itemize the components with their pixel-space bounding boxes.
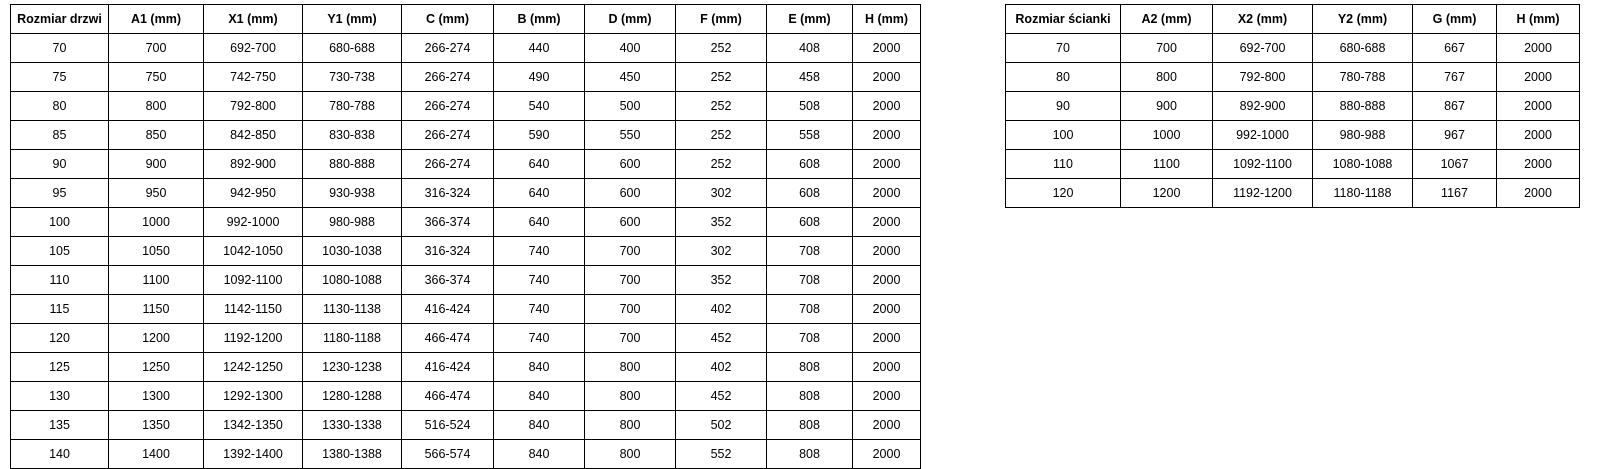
table-cell: 700 [109, 34, 204, 63]
table-cell: 880-888 [1313, 92, 1413, 121]
table-cell: 2000 [1497, 34, 1580, 63]
table-cell: 1180-1188 [1313, 179, 1413, 208]
table-cell: 1350 [109, 411, 204, 440]
table-row [11, 34, 921, 63]
table-cell: 540 [494, 92, 585, 121]
doors-table-body [11, 34, 921, 469]
table-cell: 930-938 [303, 179, 402, 208]
table-cell: 1080-1088 [1313, 150, 1413, 179]
table-row [11, 150, 921, 179]
table-cell: 2000 [853, 353, 921, 382]
table-cell: 508 [767, 92, 853, 121]
table-cell: 700 [585, 266, 676, 295]
table-cell: 808 [767, 382, 853, 411]
table-cell: 252 [676, 34, 767, 63]
table-cell: 590 [494, 121, 585, 150]
table-cell: 2000 [853, 150, 921, 179]
table-cell: 880-888 [303, 150, 402, 179]
table-cell: 490 [494, 63, 585, 92]
table-cell: 1067 [1413, 150, 1497, 179]
table-cell: 1300 [109, 382, 204, 411]
table-cell: 1100 [109, 266, 204, 295]
table-cell: 266-274 [402, 92, 494, 121]
table-cell: 408 [767, 34, 853, 63]
table-cell: 452 [676, 382, 767, 411]
column-header: Rozmiar ścianki [1006, 5, 1121, 34]
table-row [11, 295, 921, 324]
table-cell: 2000 [853, 295, 921, 324]
table-row [11, 324, 921, 353]
table-cell: 266-274 [402, 150, 494, 179]
table-cell: 1100 [1121, 150, 1213, 179]
table-cell: 600 [585, 179, 676, 208]
column-header: G (mm) [1413, 5, 1497, 34]
table-cell: 800 [585, 411, 676, 440]
table-cell: 1130-1138 [303, 295, 402, 324]
table-cell: 740 [494, 295, 585, 324]
table-cell: 680-688 [1313, 34, 1413, 63]
table-cell: 708 [767, 237, 853, 266]
table-cell: 115 [11, 295, 109, 324]
table-cell: 708 [767, 324, 853, 353]
table-cell: 640 [494, 208, 585, 237]
table-row [11, 237, 921, 266]
table-cell: 692-700 [1213, 34, 1313, 63]
table-cell: 95 [11, 179, 109, 208]
table-cell: 2000 [1497, 121, 1580, 150]
table-row [1006, 179, 1580, 208]
table-cell: 2000 [853, 208, 921, 237]
table-cell: 640 [494, 150, 585, 179]
table-cell: 1342-1350 [204, 411, 303, 440]
table-row [1006, 34, 1580, 63]
column-header: A1 (mm) [109, 5, 204, 34]
table-cell: 266-274 [402, 121, 494, 150]
column-header: Y1 (mm) [303, 5, 402, 34]
table-cell: 840 [494, 440, 585, 469]
table-cell: 842-850 [204, 121, 303, 150]
table-cell: 75 [11, 63, 109, 92]
wall-table-header [1006, 5, 1580, 34]
table-cell: 140 [11, 440, 109, 469]
column-header: C (mm) [402, 5, 494, 34]
table-cell: 700 [585, 295, 676, 324]
table-cell: 2000 [853, 382, 921, 411]
table-row [1006, 92, 1580, 121]
table-cell: 85 [11, 121, 109, 150]
table-cell: 1292-1300 [204, 382, 303, 411]
table-cell: 516-524 [402, 411, 494, 440]
table-cell: 680-688 [303, 34, 402, 63]
table-cell: 808 [767, 440, 853, 469]
table-cell: 440 [494, 34, 585, 63]
table-cell: 700 [585, 237, 676, 266]
table-cell: 892-900 [204, 150, 303, 179]
table-cell: 830-838 [303, 121, 402, 150]
table-cell: 316-324 [402, 179, 494, 208]
table-cell: 402 [676, 353, 767, 382]
table-cell: 2000 [853, 237, 921, 266]
table-cell: 1180-1188 [303, 324, 402, 353]
table-cell: 2000 [853, 34, 921, 63]
table-cell: 252 [676, 92, 767, 121]
table-cell: 2000 [1497, 179, 1580, 208]
table-cell: 1380-1388 [303, 440, 402, 469]
wall-table-container [1005, 4, 1580, 208]
table-row [11, 92, 921, 121]
table-cell: 1092-1100 [204, 266, 303, 295]
table-cell: 1167 [1413, 179, 1497, 208]
table-cell: 450 [585, 63, 676, 92]
table-cell: 750 [109, 63, 204, 92]
table-row [11, 266, 921, 295]
table-cell: 352 [676, 208, 767, 237]
doors-specification-table [10, 4, 921, 469]
table-cell: 800 [1121, 63, 1213, 92]
table-cell: 2000 [853, 92, 921, 121]
column-header: D (mm) [585, 5, 676, 34]
table-row [11, 179, 921, 208]
column-header: Y2 (mm) [1313, 5, 1413, 34]
table-cell: 1042-1050 [204, 237, 303, 266]
table-cell: 1250 [109, 353, 204, 382]
table-cell: 1080-1088 [303, 266, 402, 295]
table-cell: 700 [585, 324, 676, 353]
table-cell: 2000 [853, 440, 921, 469]
table-cell: 900 [109, 150, 204, 179]
table-cell: 80 [1006, 63, 1121, 92]
table-cell: 500 [585, 92, 676, 121]
table-cell: 800 [109, 92, 204, 121]
table-cell: 110 [1006, 150, 1121, 179]
table-cell: 1030-1038 [303, 237, 402, 266]
table-cell: 252 [676, 121, 767, 150]
table-cell: 800 [585, 440, 676, 469]
table-cell: 700 [1121, 34, 1213, 63]
table-cell: 767 [1413, 63, 1497, 92]
table-cell: 252 [676, 63, 767, 92]
table-cell: 452 [676, 324, 767, 353]
table-cell: 600 [585, 150, 676, 179]
table-cell: 792-800 [1213, 63, 1313, 92]
table-cell: 600 [585, 208, 676, 237]
table-cell: 992-1000 [204, 208, 303, 237]
table-cell: 70 [1006, 34, 1121, 63]
table-cell: 1000 [1121, 121, 1213, 150]
table-cell: 252 [676, 150, 767, 179]
table-cell: 1400 [109, 440, 204, 469]
table-row [11, 411, 921, 440]
table-cell: 266-274 [402, 63, 494, 92]
table-cell: 566-574 [402, 440, 494, 469]
table-cell: 1392-1400 [204, 440, 303, 469]
table-cell: 1242-1250 [204, 353, 303, 382]
table-cell: 1192-1200 [1213, 179, 1313, 208]
table-cell: 125 [11, 353, 109, 382]
wall-specification-table [1005, 4, 1580, 208]
column-header: Rozmiar drzwi [11, 5, 109, 34]
table-cell: 2000 [853, 411, 921, 440]
table-cell: 352 [676, 266, 767, 295]
table-cell: 900 [1121, 92, 1213, 121]
table-cell: 692-700 [204, 34, 303, 63]
table-row [1006, 63, 1580, 92]
table-cell: 1000 [109, 208, 204, 237]
table-cell: 458 [767, 63, 853, 92]
table-cell: 608 [767, 179, 853, 208]
column-header: X1 (mm) [204, 5, 303, 34]
table-cell: 840 [494, 382, 585, 411]
table-cell: 416-424 [402, 353, 494, 382]
table-cell: 967 [1413, 121, 1497, 150]
table-cell: 942-950 [204, 179, 303, 208]
table-cell: 550 [585, 121, 676, 150]
table-cell: 2000 [853, 324, 921, 353]
table-cell: 130 [11, 382, 109, 411]
table-cell: 780-788 [303, 92, 402, 121]
column-header: H (mm) [1497, 5, 1580, 34]
column-header: B (mm) [494, 5, 585, 34]
table-cell: 2000 [853, 121, 921, 150]
table-cell: 992-1000 [1213, 121, 1313, 150]
table-cell: 867 [1413, 92, 1497, 121]
column-header: X2 (mm) [1213, 5, 1313, 34]
table-cell: 1200 [1121, 179, 1213, 208]
table-cell: 502 [676, 411, 767, 440]
table-cell: 1092-1100 [1213, 150, 1313, 179]
table-row [1006, 121, 1580, 150]
table-cell: 402 [676, 295, 767, 324]
table-cell: 740 [494, 324, 585, 353]
table-cell: 2000 [1497, 150, 1580, 179]
table-cell: 980-988 [1313, 121, 1413, 150]
table-cell: 792-800 [204, 92, 303, 121]
doors-table-container [10, 4, 921, 469]
table-cell: 608 [767, 208, 853, 237]
table-cell: 808 [767, 353, 853, 382]
table-cell: 558 [767, 121, 853, 150]
table-row [11, 208, 921, 237]
table-row [11, 382, 921, 411]
table-cell: 1330-1338 [303, 411, 402, 440]
table-cell: 850 [109, 121, 204, 150]
table-cell: 742-750 [204, 63, 303, 92]
table-cell: 302 [676, 237, 767, 266]
table-cell: 552 [676, 440, 767, 469]
table-cell: 366-374 [402, 266, 494, 295]
table-cell: 892-900 [1213, 92, 1313, 121]
table-cell: 110 [11, 266, 109, 295]
table-header-row [11, 5, 921, 34]
table-cell: 808 [767, 411, 853, 440]
table-cell: 800 [585, 353, 676, 382]
table-cell: 1230-1238 [303, 353, 402, 382]
table-row [11, 121, 921, 150]
table-cell: 2000 [853, 179, 921, 208]
table-row [11, 353, 921, 382]
table-cell: 466-474 [402, 324, 494, 353]
table-cell: 100 [11, 208, 109, 237]
table-cell: 2000 [853, 266, 921, 295]
table-cell: 1142-1150 [204, 295, 303, 324]
table-cell: 840 [494, 353, 585, 382]
table-cell: 120 [1006, 179, 1121, 208]
table-cell: 105 [11, 237, 109, 266]
table-cell: 90 [1006, 92, 1121, 121]
table-row [11, 63, 921, 92]
table-cell: 70 [11, 34, 109, 63]
table-row [1006, 150, 1580, 179]
table-cell: 1280-1288 [303, 382, 402, 411]
table-cell: 1150 [109, 295, 204, 324]
table-cell: 740 [494, 237, 585, 266]
table-cell: 840 [494, 411, 585, 440]
table-cell: 1200 [109, 324, 204, 353]
table-cell: 316-324 [402, 237, 494, 266]
table-cell: 2000 [1497, 63, 1580, 92]
table-cell: 135 [11, 411, 109, 440]
table-cell: 667 [1413, 34, 1497, 63]
table-cell: 100 [1006, 121, 1121, 150]
table-cell: 80 [11, 92, 109, 121]
column-header: F (mm) [676, 5, 767, 34]
wall-table-body [1006, 34, 1580, 208]
table-cell: 780-788 [1313, 63, 1413, 92]
column-header: H (mm) [853, 5, 921, 34]
table-cell: 266-274 [402, 34, 494, 63]
table-row [11, 440, 921, 469]
table-cell: 366-374 [402, 208, 494, 237]
table-cell: 708 [767, 295, 853, 324]
table-cell: 90 [11, 150, 109, 179]
table-cell: 980-988 [303, 208, 402, 237]
table-cell: 2000 [853, 63, 921, 92]
table-cell: 740 [494, 266, 585, 295]
table-cell: 1192-1200 [204, 324, 303, 353]
table-cell: 416-424 [402, 295, 494, 324]
table-cell: 1050 [109, 237, 204, 266]
table-cell: 730-738 [303, 63, 402, 92]
table-cell: 708 [767, 266, 853, 295]
table-cell: 608 [767, 150, 853, 179]
column-header: E (mm) [767, 5, 853, 34]
table-cell: 400 [585, 34, 676, 63]
table-cell: 120 [11, 324, 109, 353]
doors-table-header [11, 5, 921, 34]
table-cell: 2000 [1497, 92, 1580, 121]
table-cell: 800 [585, 382, 676, 411]
table-header-row [1006, 5, 1580, 34]
table-cell: 640 [494, 179, 585, 208]
table-cell: 950 [109, 179, 204, 208]
column-header: A2 (mm) [1121, 5, 1213, 34]
table-cell: 302 [676, 179, 767, 208]
table-cell: 466-474 [402, 382, 494, 411]
